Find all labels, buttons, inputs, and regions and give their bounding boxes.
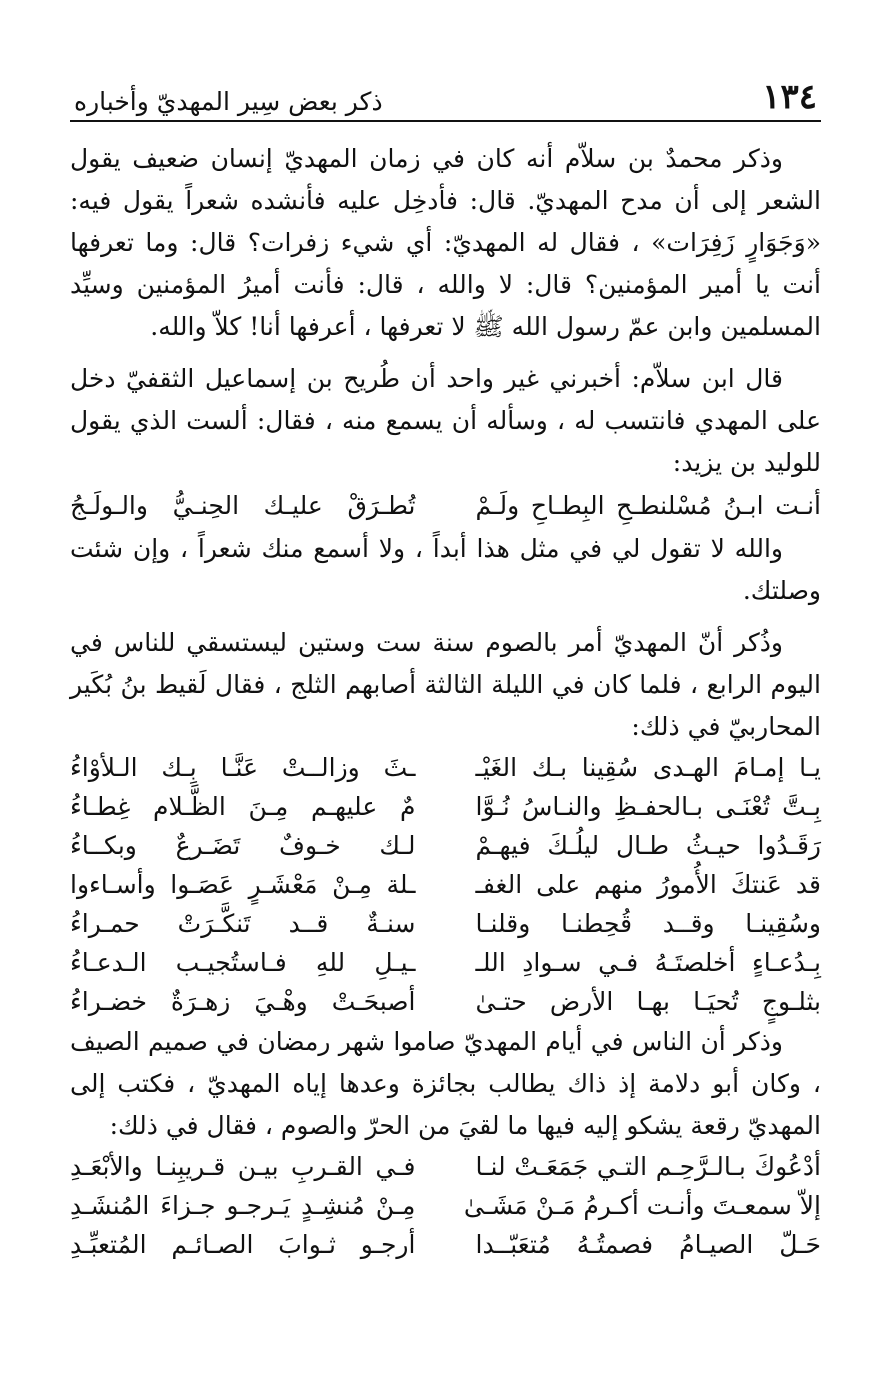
verse-line (70, 787, 821, 826)
verse-first-hemistich: إلاّ سمعـتَ وأنـت أكـرمُ مَـنْ مَشَـىٰ (463, 1191, 821, 1220)
verse-second-hemistich: أرجـو ثـوابَ الصـائـم المُتعبِّـدِ (70, 1230, 416, 1259)
verse-second-hemistich: ـيـلِ للهِ فـاستُجيـب الـدعـاءُ (70, 948, 416, 977)
paragraph: قال ابن سلاّم: أخبرني غير واحد أن طُريح بن إسماعيل الثقفيّ دخل على المهدي فانتسب له ، وسأله أن يسمع منه ، فقال: ألست الذي يقول للوليد بن يزيد: (70, 364, 821, 477)
verse-line (70, 865, 821, 904)
poem (70, 1147, 821, 1264)
verse-line (70, 1186, 821, 1225)
verse-line (70, 904, 821, 943)
poem (70, 748, 821, 1021)
page-body (70, 138, 821, 1264)
verse-second-hemistich: تُطـرَقْ عليـك الحِنـيُّ والـولَـجُ (70, 491, 416, 520)
verse-second-hemistich: فـي القـربِ بيـن قـريبِنـا والأبْعَـدِ (70, 1152, 416, 1181)
page-number: ١٣٤ (762, 77, 817, 117)
verse-second-hemistich: سنـةٌ قــد تَنكَّـرَتْ حمـراءُ (70, 909, 416, 938)
running-title: ذكر بعض سِير المهديّ وأخباره (74, 87, 383, 116)
paragraph: وذكر أن الناس في أيام المهديّ صاموا شهر رمضان في صميم الصيف ، وكان أبو دلامة إذ ذاك يطالب بجائزة وعدها إياه المهديّ ، فكتب إلى المهديّ رقعة يشكو إليه فيها ما لقيَ من الحرّ والصوم ، فقال في ذلك: (70, 1027, 821, 1140)
verse-second-hemistich: لـك خـوفٌ تَضَـرعٌ وبكــاءُ (70, 831, 416, 860)
verse-line (70, 826, 821, 865)
verse-first-hemistich: بِـتَّ تُعْنَـى بـالحفـظِ والنـاسُ نُـوَّا (475, 792, 821, 821)
verse-first-hemistich: أنـت ابـنُ مُسْلنطـحِ البِطـاحِ ولَـمْ (475, 491, 821, 520)
verse-line (70, 943, 821, 982)
verse-line (70, 1147, 821, 1186)
verse-first-hemistich: رَقَـدُوا حيـثُ طـال ليلُـكَ فيهـمْ (475, 831, 821, 860)
verse-second-hemistich: أصبحَـتْ وهْـيَ زهـرَةٌ خضـراءُ (70, 987, 416, 1016)
page-header (70, 64, 821, 122)
verse-second-hemistich: ـثَ وزالــتْ عَنَّـا بِـك الـلأوْاءُ (70, 753, 416, 782)
verse-first-hemistich: حَـلّ الصيـامُ فصمتُـهُ مُتعَبّــدا (475, 1230, 821, 1259)
verse-first-hemistich: قد عَنتكَ الأُمورُ منهم على الغفـ (475, 870, 821, 899)
verse-second-hemistich: مٌ عليهـم مِـنَ الظَّـلام غِطـاءُ (70, 792, 416, 821)
verse-first-hemistich: وسُقِينـا وقــد قُحِطنـا وقلنـا (475, 909, 821, 938)
verse-second-hemistich: ـلة مِـنْ مَعْشَـرٍ عَصَـوا وأسـاءوا (70, 870, 416, 899)
paragraph: والله لا تقول لي في مثل هذا أبداً ، ولا أسمع منك شعراً ، وإن شئت وصلتك. (70, 534, 821, 605)
paragraph: وذُكر أنّ المهديّ أمر بالصوم سنة ست وستين ليستسقي للناس في اليوم الرابع ، فلما كان في الليلة الثالثة أصابهم الثلج ، فقال لَقيط بنُ بُكَير المحاربيّ في ذلك: (70, 628, 821, 741)
paragraph: وذكر محمدٌ بن سلاّم أنه كان في زمان المهديّ إنسان ضعيف يقول الشعر إلى أن مدح المهديّ. قال: فأدخِل عليه فأنشده شعراً يقول فيه: «وَجَوَارٍ زَفِرَات» ، فقال له المهديّ: أي شيء زفرات؟ قال: وما تعرفها أنت يا أمير المؤمنين؟ قال: لا والله ، قال: فأنت أميرُ المؤمنين وسيِّد المسلمين وابن عمّ رسول الله ﷺ لا تعرفها ، أعرفها أنا! كلاّ والله. (70, 144, 821, 341)
verse-line (70, 1225, 821, 1264)
verse-line (70, 982, 821, 1021)
verse-first-hemistich: يـا إمـامَ الهـدى سُقِينا بـك الغَيْـ (475, 753, 821, 782)
verse-line (70, 486, 821, 526)
verse-second-hemistich: مِـنْ مُنشِـدٍ يَـرجـو جـزاءَ المُنشَـدِ (70, 1191, 416, 1220)
verse-first-hemistich: بِـدُعـاءٍ أخلصتَـهُ فـي سـوادِ اللـ (475, 948, 821, 977)
verse-first-hemistich: أدْعُوكَ بـالـرَّحِـم التـي جَمَعَـتْ لنـا (475, 1152, 821, 1181)
verse-first-hemistich: بثلـوجٍ تُحيَـا بهـا الأرض حتـىٰ (475, 987, 821, 1016)
verse-line (70, 748, 821, 787)
